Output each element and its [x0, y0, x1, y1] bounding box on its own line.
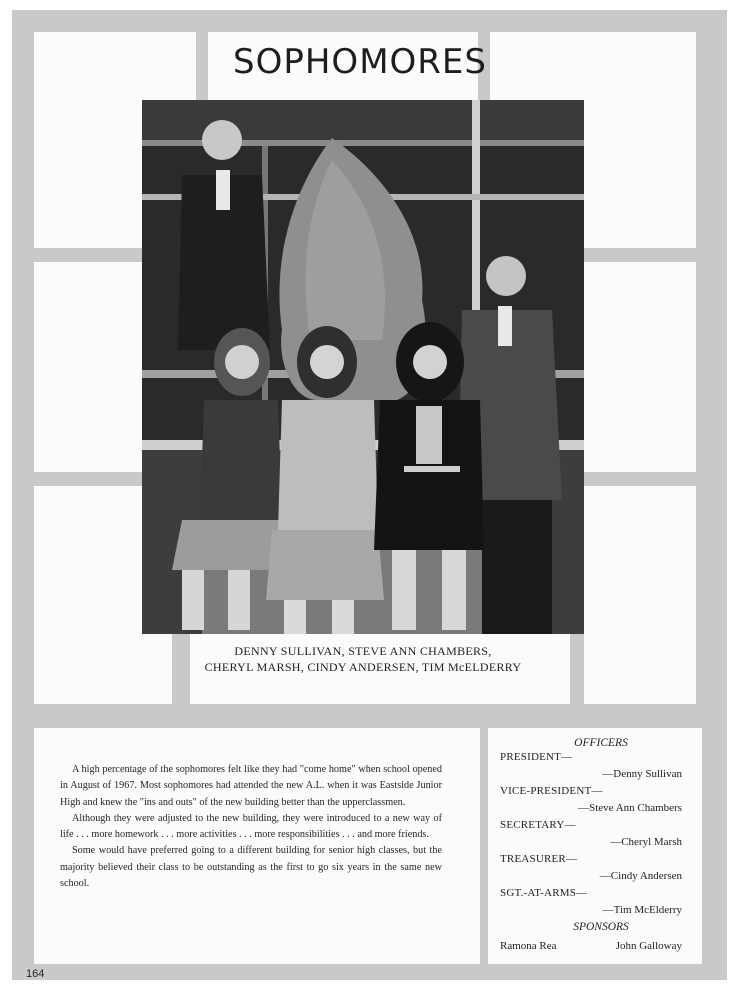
- officer-name: —Tim McElderry: [602, 904, 682, 916]
- caption-line: DENNY SULLIVAN, STEVE ANN CHAMBERS,: [234, 644, 492, 658]
- sponsors-heading: SPONSORS: [573, 921, 629, 933]
- frame-panel: [584, 262, 696, 472]
- photo-caption: [142, 643, 584, 675]
- officer-title: SECRETARY—: [500, 819, 576, 831]
- sponsor-name: Ramona Rea: [500, 940, 557, 952]
- page-number: 164: [26, 968, 45, 980]
- officer-name: —Steve Ann Chambers: [578, 802, 682, 814]
- frame-panel: [584, 486, 696, 704]
- officer-title: SGT.-AT-ARMS—: [500, 887, 588, 899]
- officer-title: PRESIDENT—: [500, 751, 573, 763]
- story-paragraph: Although they were adjusted to the new building, they were introduced to a new way of life . . . more homework . . . more activities . . . more responsibilities . . . and more friends.: [60, 812, 442, 841]
- officer-title: VICE-PRESIDENT—: [500, 785, 603, 797]
- officer-name: —Denny Sullivan: [602, 768, 682, 780]
- group-photo: [142, 100, 584, 634]
- story-paragraph: Some would have preferred going to a different building for senior high classes, but the majority believed their class to be outstanding as the first to go six years in the same new school.: [60, 845, 442, 890]
- officer-name: —Cheryl Marsh: [610, 836, 682, 848]
- officer-title: TREASURER—: [500, 853, 578, 865]
- sponsor-name: John Galloway: [615, 940, 682, 952]
- page-title: SOPHOMORES: [233, 42, 487, 82]
- sponsors-row: [500, 936, 682, 956]
- officers-heading: OFFICERS: [574, 737, 628, 749]
- officer-name: —Cindy Andersen: [599, 870, 682, 882]
- officers-box: [500, 736, 682, 956]
- caption-line: CHERYL MARSH, CINDY ANDERSEN, TIM McELDERRY: [204, 660, 522, 674]
- story-text: [60, 762, 442, 892]
- story-paragraph: A high percentage of the sophomores felt like they had "come home" when school opened in August of 1967. Most sophomores had attended the new A.L. when it was Eastside Junior High and knew the "ins and outs" of the new building better than the upperclassmen.: [60, 764, 442, 808]
- group-portrait-photo-icon: [142, 100, 584, 634]
